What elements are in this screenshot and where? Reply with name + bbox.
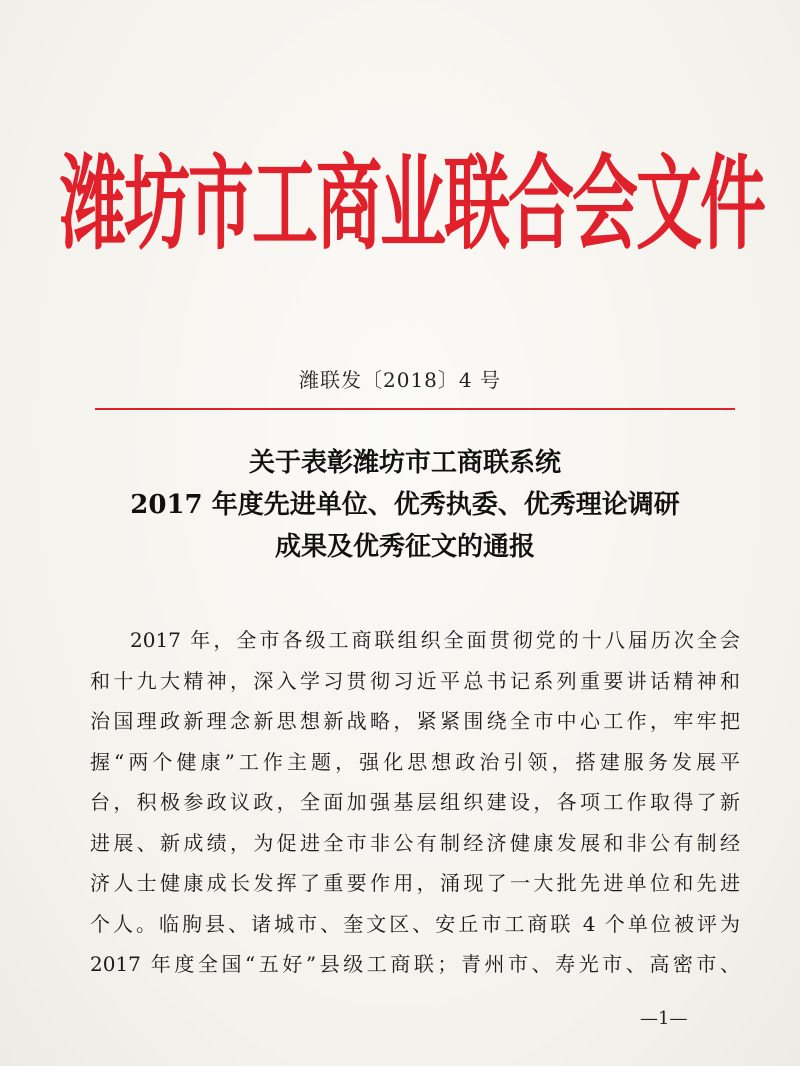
body-line: 进展、新成绩，为促进全市非公有制经济健康发展和非公有制经 bbox=[90, 830, 740, 855]
red-divider-line bbox=[95, 408, 735, 410]
body-line: 个人。临朐县、诸城市、奎文区、安丘市工商联 4 个单位被评为 bbox=[90, 911, 740, 936]
body-line: 2017 年度全国“五好”县级工商联；青州市、寿光市、高密市、 bbox=[90, 952, 740, 976]
notice-title-line-3: 成果及优秀征文的通报 bbox=[274, 532, 535, 562]
notice-title-line-1: 关于表彰潍坊市工商联系统 bbox=[248, 448, 561, 478]
body-line: 治国理政新理念新思想新战略，紧紧围绕全市中心工作，牢牢把 bbox=[90, 709, 740, 733]
body-line: 2017 年，全市各级工商联组织全面贯彻党的十八届历次全会 bbox=[130, 628, 740, 652]
body-line: 握“两个健康”工作主题，强化思想政治引领，搭建服务发展平 bbox=[90, 749, 740, 774]
document-number: 潍联发〔2018〕4 号 bbox=[299, 368, 501, 392]
body-paragraph bbox=[90, 620, 740, 985]
body-line: 和十九大精神，深入学习贯彻习近平总书记系列重要讲话精神和 bbox=[90, 668, 740, 693]
body-line: 台，积极参政议政，全面加强基层组织建设，各项工作取得了新 bbox=[90, 790, 740, 814]
page-number: —1— bbox=[640, 1008, 688, 1029]
masthead-title: 潍坊市工商业联合会文件 bbox=[60, 144, 764, 264]
body-line: 济人士健康成长发挥了重要作用，涌现了一大批先进单位和先进 bbox=[90, 871, 740, 895]
notice-title-line-2: 2017 年度先进单位、优秀执委、优秀理论调研 bbox=[130, 490, 680, 520]
notice-title bbox=[60, 442, 750, 568]
